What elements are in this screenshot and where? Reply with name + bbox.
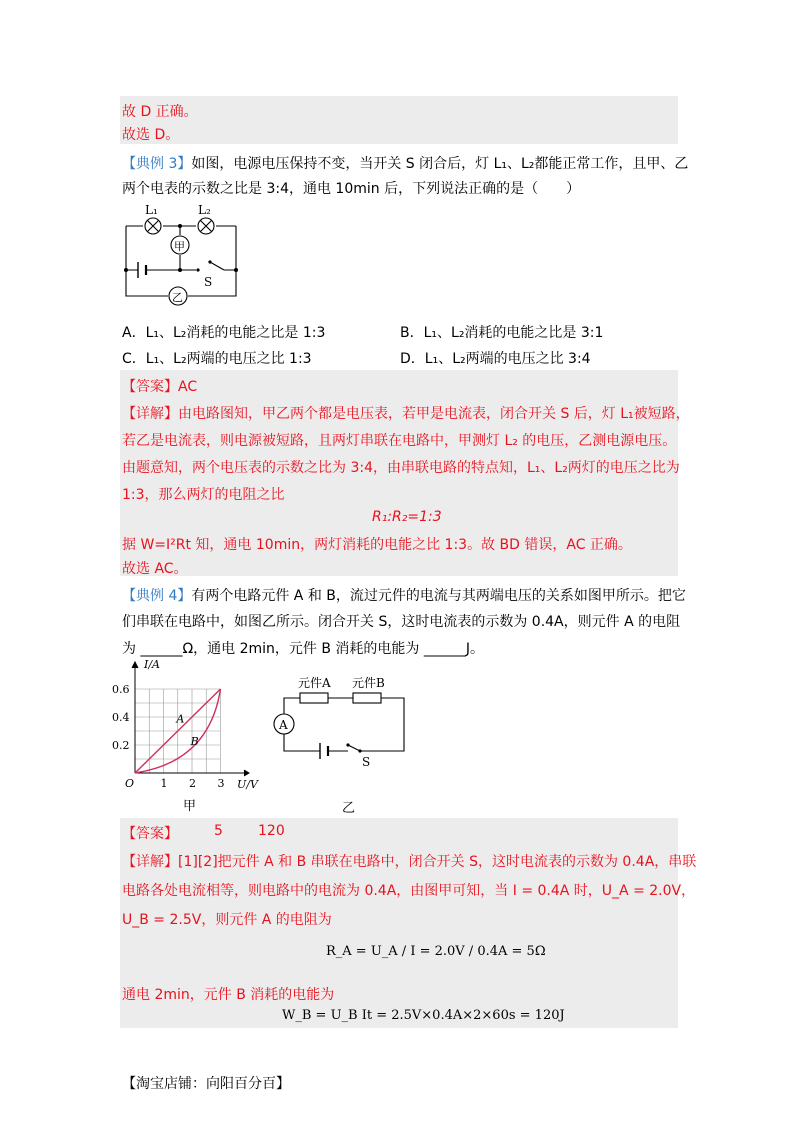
series-A-label: A <box>176 712 185 726</box>
prev-line1: 故 D 正确。 <box>122 104 198 120</box>
x-tick-label: 2 <box>189 777 196 790</box>
ex3-d2: 若乙是电流表，则电源被短路，且两灯串联在电路中，甲测灯 L₂ 的电压，乙测电源电压。 <box>122 433 677 449</box>
chart-ylabel: I/A <box>144 658 160 671</box>
ex4-detail-line1 <box>122 851 696 871</box>
ex3-label-S: S <box>204 275 213 289</box>
ex3-d4: 1:3，那么两灯的电阻之比 <box>122 487 285 503</box>
y-tick-label: 0.6 <box>112 683 130 696</box>
ex3-q1: 如图，电源电压保持不变，当开关 S 闭合后，灯 L₁、L₂都能正常工作，且甲、乙 <box>191 156 689 172</box>
ex3-equation: R₁:R₂=1:3 <box>372 509 442 525</box>
ex4-d2: 电路各处电流相等，则电路中的电流为 0.4A，由图甲可知，当 I = 0.4A 时，U_A = 2.0V， <box>122 883 696 899</box>
ex4-label-A: 元件A <box>298 676 331 690</box>
ex3-label-L1: L₁ <box>145 203 158 217</box>
ex3-question-line1 <box>122 153 688 173</box>
ex3-answer <box>122 376 197 396</box>
ex4-iu-chart <box>110 655 270 790</box>
ex4-label-S: S <box>362 755 371 768</box>
ex4-answer-label: 【答案】 <box>122 826 178 842</box>
ex4-equation1: R_A = U_A / I = 2.0V / 0.4A = 5Ω <box>326 944 546 959</box>
ex4-answer1: 5 <box>214 823 223 839</box>
ex3-q2: 两个电表的示数之比是 3:4，通电 10min 后，下列说法正确的是（ ） <box>122 181 581 197</box>
ex4-ammeter-label: A <box>279 718 288 732</box>
ex3-option-D: D．L₁、L₂两端的电压之比 3:4 <box>400 351 591 367</box>
ex3-d1: 由电路图知，甲乙两个都是电压表，若甲是电流表，闭合开关 S 后，灯 L₁被短路， <box>178 406 690 422</box>
ex3-d5: 据 W=I²Rt 知，通电 10min，两灯消耗的电能之比 1:3。故 BD 错误，AC 正确。 <box>122 537 632 553</box>
ex3-label-L2: L₂ <box>198 203 211 217</box>
ex4-fig-jia: 甲 <box>183 799 197 814</box>
ex3-answer-value: AC <box>178 379 198 395</box>
ex4-answer <box>122 823 285 843</box>
ex3-circuit-diagram <box>118 200 248 306</box>
ex4-equation2: W_B = U_B It = 2.5V×0.4A×2×60s = 120J <box>282 1008 565 1023</box>
prev-line2: 故选 D。 <box>122 127 180 143</box>
y-tick-label: 0.2 <box>112 739 130 752</box>
chart-xlabel: U/V <box>237 778 258 790</box>
ex4-q2: 们串联在电路中，如图乙所示。闭合开关 S，这时电流表的示数为 0.4A，则元件 A 的电阻 <box>122 614 681 630</box>
ex4-question-line1 <box>122 585 686 605</box>
ex3-d3: 由题意知，两个电压表的示数之比为 3:4，由串联电路的特点知，L₁、L₂两灯的电压之比为 <box>122 460 680 476</box>
ex3-label-yi: 乙 <box>172 291 183 304</box>
ex3-d6: 故选 AC。 <box>122 561 188 577</box>
ex4-tag: 【典例 4】 <box>122 588 192 604</box>
ex4-detail-label: 【详解】 <box>122 854 178 870</box>
ex4-label-B: 元件B <box>352 676 385 690</box>
ex4-d3: U_B = 2.5V，则元件 A 的电阻为 <box>122 912 332 928</box>
ex4-q1: 有两个电路元件 A 和 B，流过元件的电流与其两端电压的关系如图甲所示。把它 <box>191 588 686 604</box>
x-tick-label: 3 <box>217 777 225 790</box>
ex3-detail-label: 【详解】 <box>122 406 178 422</box>
x-tick-label: 1 <box>160 777 168 790</box>
ex3-option-C: C．L₁、L₂两端的电压之比 1:3 <box>122 351 312 367</box>
series-B-label: B <box>190 735 199 748</box>
ex4-circuit-diagram <box>270 668 410 768</box>
y-tick-label: 0.4 <box>112 711 130 724</box>
ex3-label-jia: 甲 <box>174 240 185 253</box>
footer-shop: 【淘宝店铺：向阳百分百】 <box>122 1076 290 1092</box>
prev-answer-bg <box>120 96 678 144</box>
ex3-answer-label: 【答案】 <box>122 379 178 395</box>
ex4-d1: [1][2]把元件 A 和 B 串联在电路中，闭合开关 S，这时电流表的示数为 0.4A，串联 <box>178 854 697 870</box>
x-tick-label: O <box>125 777 135 790</box>
ex4-answer2: 120 <box>258 823 285 839</box>
ex3-tag: 【典例 3】 <box>122 156 192 172</box>
ex4-q3: 为 ______Ω，通电 2min，元件 B 消耗的电能为 ______J。 <box>122 641 484 657</box>
ex4-fig-yi: 乙 <box>342 801 356 816</box>
ex3-detail-line1 <box>122 403 690 423</box>
ex3-option-A: A．L₁、L₂消耗的电能之比是 1:3 <box>122 325 326 341</box>
ex3-option-B: B．L₁、L₂消耗的电能之比是 3:1 <box>400 325 604 341</box>
ex4-d4: 通电 2min，元件 B 消耗的电能为 <box>122 987 335 1003</box>
